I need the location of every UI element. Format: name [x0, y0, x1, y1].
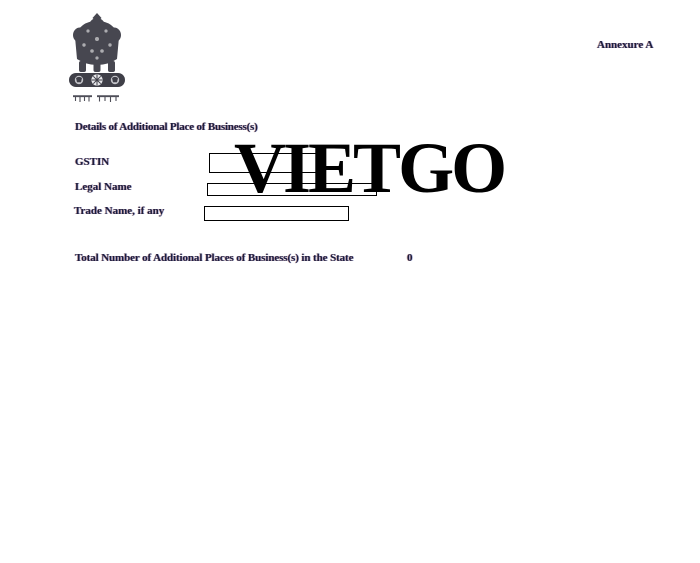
- india-state-emblem: [68, 13, 126, 105]
- trade-name-label: Trade Name, if any: [74, 205, 165, 217]
- total-places-label: Total Number of Additional Places of Business(s) in the State: [75, 252, 354, 264]
- annexure-label: Annexure A: [597, 39, 654, 51]
- section-heading: Details of Additional Place of Business(s): [75, 121, 258, 133]
- legal-name-label: Legal Name: [75, 181, 132, 193]
- vietgo-watermark: VIETGO: [234, 128, 505, 208]
- total-places-value: 0: [407, 252, 413, 264]
- satyameva-jayate-motto: [72, 94, 120, 104]
- lion-capital-icon: [68, 13, 126, 91]
- trade-name-value-box: [204, 206, 349, 221]
- gstin-label: GSTIN: [75, 156, 110, 168]
